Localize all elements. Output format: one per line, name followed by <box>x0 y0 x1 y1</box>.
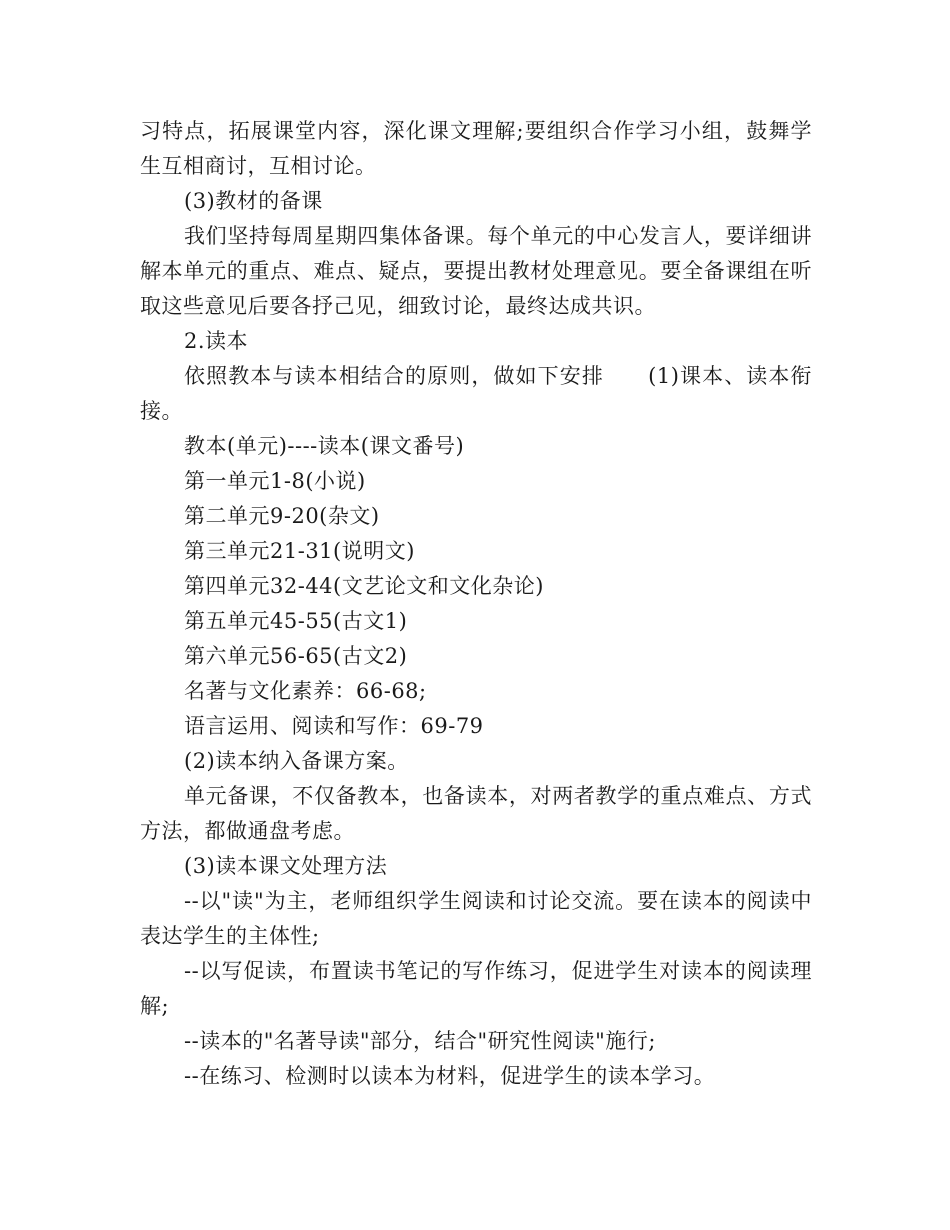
paragraph-continued: 习特点，拓展课堂内容，深化课文理解;要组织合作学习小组，鼓舞学生互相商讨，互相讨论。 <box>140 119 812 178</box>
list-item-unit-2: 第二单元9-20(杂文) <box>184 504 380 528</box>
section-heading-reader-plan: (2)读本纳入备课方案。 <box>184 749 409 773</box>
paragraph-method-reading: --以"读"为主，老师组织学生阅读和讨论交流。要在读本的阅读中表达学生的主体性; <box>140 889 812 948</box>
list-item-language: 语言运用、阅读和写作：69-79 <box>184 714 484 738</box>
paragraph-arrangement: 依照教本与读本相结合的原则，做如下安排 (1)课本、读本衔接。 <box>140 364 812 423</box>
list-item-unit-1: 第一单元1-8(小说) <box>184 469 366 493</box>
paragraph-method-writing: --以写促读，布置读书笔记的写作练习，促进学生对读本的阅读理解; <box>140 959 812 1018</box>
paragraph-unit-prep: 单元备课，不仅备教本，也备读本，对两者教学的重点难点、方式方法，都做通盘考虑。 <box>140 784 812 843</box>
list-item-header: 教本(单元)----读本(课文番号) <box>184 434 465 458</box>
section-heading-textbook-prep: (3)教材的备课 <box>184 189 323 213</box>
paragraph-method-classics: --读本的"名著导读"部分，结合"研究性阅读"施行; <box>184 1029 656 1053</box>
paragraph-collective-prep: 我们坚持每周星期四集体备课。每个单元的中心发言人，要详细讲解本单元的重点、难点、疑点，要提出教材处理意见。要全备课组在听取这些意见后要各抒己见，细致讨论，最终达成共识。 <box>140 224 812 318</box>
document-body <box>140 114 812 1094</box>
list-item-unit-6: 第六单元56-65(古文2) <box>184 644 408 668</box>
list-item-unit-3: 第三单元21-31(说明文) <box>184 539 415 563</box>
section-heading-reader-method: (3)读本课文处理方法 <box>184 854 388 878</box>
list-item-unit-5: 第五单元45-55(古文1) <box>184 609 408 633</box>
paragraph-method-testing: --在练习、检测时以读本为材料，促进学生的读本学习。 <box>184 1064 716 1088</box>
section-heading-reader: 2.读本 <box>184 329 249 353</box>
list-item-unit-4: 第四单元32-44(文艺论文和文化杂论) <box>184 574 544 598</box>
list-item-classics: 名著与文化素养：66-68; <box>184 679 427 703</box>
